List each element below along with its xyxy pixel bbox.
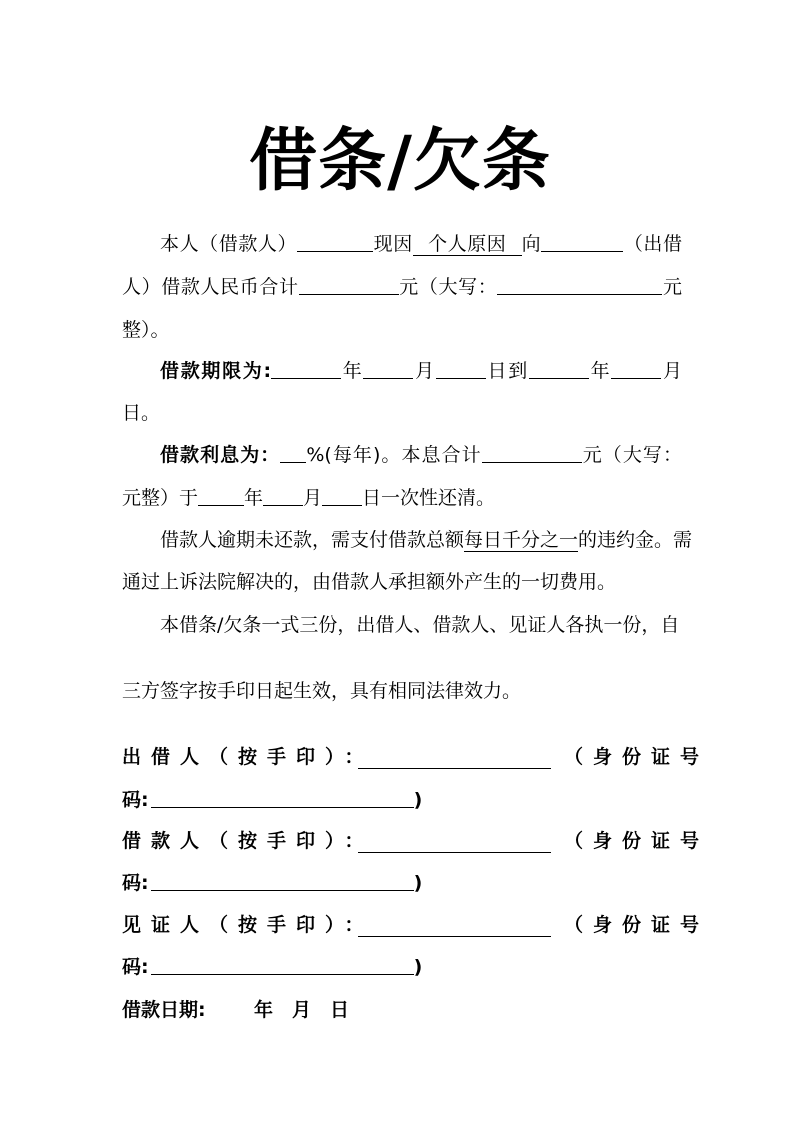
witness-signature-row: 见证人（按手印）： （身份证号 — [122, 914, 710, 936]
penalty-line2: 通过上诉法院解决的，由借款人承担额外产生的一切费用。 — [122, 571, 617, 593]
lender-id-row: 码: ) — [122, 789, 423, 811]
loan-date-row — [122, 995, 682, 1025]
lender-signature-blank[interactable] — [358, 748, 551, 769]
reason-value: 个人原因 — [413, 233, 522, 256]
para1-line3: 整）。 — [122, 319, 170, 341]
penalty-line1: 借款人逾期未还款，需支付借款总额每日千分之一的违约金。需 — [160, 529, 693, 551]
copies-line2: 三方签字按手印日起生效，具有相同法律效力。 — [122, 680, 522, 702]
copies-line1: 本借条/欠条一式三份，出借人、借款人、见证人各执一份，自 — [160, 614, 680, 636]
lender-name-blank[interactable] — [541, 231, 623, 252]
borrower-id-blank[interactable] — [151, 870, 414, 891]
repay-day-blank[interactable] — [322, 485, 362, 506]
term-start-year-blank[interactable] — [271, 358, 341, 379]
interest-rate-blank[interactable] — [280, 442, 306, 463]
witness-signature-blank[interactable] — [358, 916, 551, 937]
witness-id-blank[interactable] — [151, 954, 414, 975]
loan-date-month[interactable]: 月 — [292, 999, 312, 1021]
loan-date-label: 借款日期: — [122, 999, 206, 1021]
total-amount-blank[interactable] — [482, 442, 582, 463]
repay-month-blank[interactable] — [263, 485, 303, 506]
loan-date-day[interactable]: 日 — [330, 999, 350, 1021]
amount-blank[interactable] — [299, 274, 399, 295]
term-line2: 日。 — [122, 402, 161, 424]
term-label: 借款期限为: — [160, 360, 272, 382]
document-title: 借条/欠条 — [249, 122, 551, 201]
witness-id-row: 码: ) — [122, 956, 423, 978]
borrower-signature-blank[interactable] — [358, 832, 551, 853]
para1-line2: 人）借款人民币合计 元（大写： 元 — [122, 276, 682, 298]
term-end-year-blank[interactable] — [529, 358, 589, 379]
lender-signature-row: 出借人（按手印）： （身份证号 — [122, 746, 710, 768]
borrower-id-row: 码: ) — [122, 872, 423, 894]
interest-line2: 元整）于 年 月 日一次性还清。 — [122, 487, 496, 509]
para1-line1: 本人（借款人） 现因 个人原因 向 （出借 — [160, 233, 682, 255]
term-start-month-blank[interactable] — [363, 358, 413, 379]
term-end-month-blank[interactable] — [611, 358, 661, 379]
interest-label: 借款利息为： — [160, 444, 281, 466]
borrower-signature-row: 借款人（按手印）： （身份证号 — [122, 830, 710, 852]
term-start-day-blank[interactable] — [436, 358, 486, 379]
borrower-name-blank[interactable] — [297, 231, 373, 252]
interest-line1: 借款利息为： %(每年)。本息合计 元（大写： — [122, 440, 682, 470]
loan-date-year[interactable]: 年 — [254, 999, 274, 1021]
amount-daxie-blank[interactable] — [497, 274, 662, 295]
repay-year-blank[interactable] — [198, 485, 244, 506]
lender-id-blank[interactable] — [151, 787, 414, 808]
term-line1: 借款期限为: 年 月 日到 年 月 — [122, 356, 682, 386]
penalty-rate: 每日千分之一 — [464, 529, 579, 551]
